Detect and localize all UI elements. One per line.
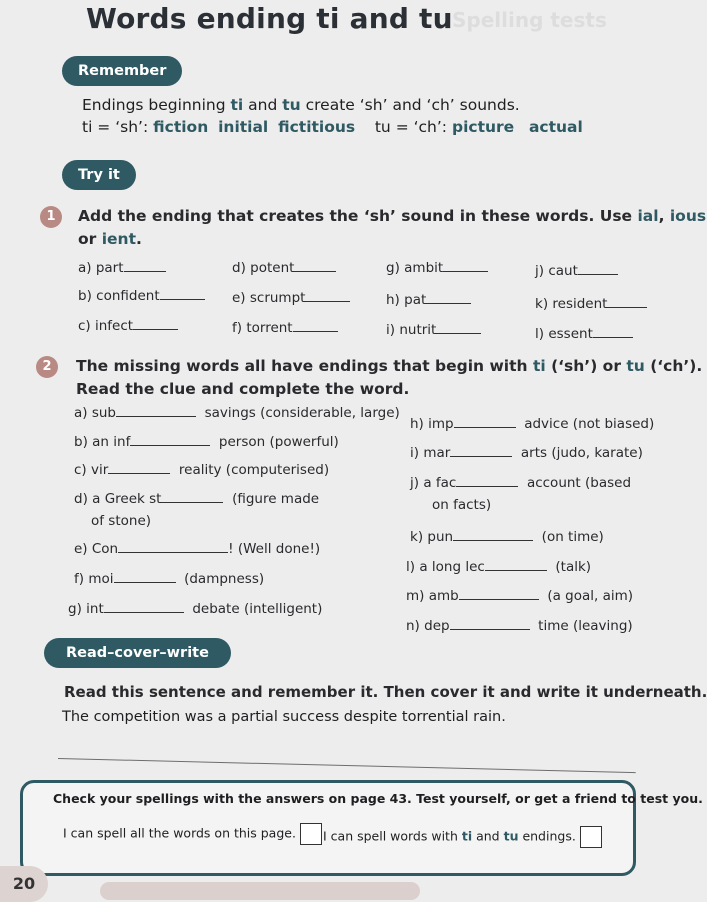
answer-blank[interactable] bbox=[116, 405, 196, 417]
q1-item: i) nutrit bbox=[386, 322, 481, 338]
q2-item: j) a fac account (based bbox=[410, 475, 632, 491]
q2-item: m) amb (a goal, aim) bbox=[406, 588, 634, 604]
rcw-sentence: The competition was a partial success despite torrential rain. bbox=[62, 709, 506, 725]
self-check-1: I can spell all the words on this page. bbox=[63, 823, 322, 845]
ti-rule: ti = ‘sh’: bbox=[82, 118, 149, 136]
q2-item: g) int debate (intelligent) bbox=[68, 601, 323, 617]
remember-label: Remember bbox=[62, 56, 182, 86]
tu-example: picture bbox=[451, 118, 515, 136]
q1-item: g) ambit bbox=[386, 260, 488, 276]
answer-blank[interactable] bbox=[593, 326, 633, 338]
q1-item: b) confident bbox=[78, 288, 205, 304]
answer-blank[interactable] bbox=[436, 322, 481, 334]
self-check-2: I can spell words with ti and tu endings. bbox=[323, 826, 602, 848]
answer-blank[interactable] bbox=[453, 529, 533, 541]
answer-blank[interactable] bbox=[118, 541, 228, 553]
answer-blank[interactable] bbox=[104, 601, 184, 613]
q2-item: b) an inf person (powerful) bbox=[74, 434, 339, 450]
q2-item-continuation: on facts) bbox=[432, 497, 492, 513]
q1-item: d) potent bbox=[232, 260, 336, 276]
tu-rule: tu = ‘ch’: bbox=[374, 118, 448, 136]
footer-decoration bbox=[100, 882, 420, 900]
q1-item: h) pat bbox=[386, 292, 471, 308]
show-through-text: Spelling tests bbox=[452, 8, 607, 32]
self-check-2-checkbox[interactable] bbox=[580, 826, 602, 848]
answer-blank[interactable] bbox=[607, 296, 647, 308]
q1-item: l) essent bbox=[535, 326, 633, 342]
page-title: Words ending ti and tu bbox=[86, 2, 453, 35]
remember-line-2 bbox=[82, 118, 583, 136]
answer-blank[interactable] bbox=[459, 588, 539, 600]
q2-item: l) a long lec (talk) bbox=[406, 559, 592, 575]
check-spellings-box bbox=[20, 780, 703, 876]
answer-blank[interactable] bbox=[294, 260, 336, 272]
answer-blank[interactable] bbox=[114, 571, 176, 583]
answer-blank[interactable] bbox=[133, 318, 178, 330]
question-1-badge: 1 bbox=[40, 206, 62, 228]
q2-item: i) mar arts (judo, karate) bbox=[410, 445, 643, 461]
question-2-badge: 2 bbox=[36, 356, 58, 378]
q2-item: d) a Greek st (figure made bbox=[74, 491, 320, 507]
q2-item: h) imp advice (not biased) bbox=[410, 416, 655, 432]
ti-example: fictitious bbox=[278, 118, 356, 136]
q1-item: j) caut bbox=[535, 263, 618, 279]
q1-item: e) scrumpt bbox=[232, 290, 350, 306]
answer-blank[interactable] bbox=[456, 475, 518, 487]
answer-blank[interactable] bbox=[160, 288, 205, 300]
q2-item: e) Con ! (Well done!) bbox=[74, 541, 321, 557]
answer-blank[interactable] bbox=[161, 491, 223, 503]
answer-blank[interactable] bbox=[443, 260, 488, 272]
answer-blank[interactable] bbox=[108, 462, 170, 474]
answer-blank[interactable] bbox=[450, 618, 530, 630]
q2-item: a) sub savings (considerable, large) bbox=[74, 405, 400, 421]
self-check-1-checkbox[interactable] bbox=[300, 823, 322, 845]
read-cover-write-label: Read–cover–write bbox=[44, 638, 231, 668]
q2-item: c) vir reality (computerised) bbox=[74, 462, 330, 478]
q2-item: f) moi (dampness) bbox=[74, 571, 265, 587]
q1-item: a) part bbox=[78, 260, 166, 276]
q1-item: c) infect bbox=[78, 318, 178, 334]
ti-example: initial bbox=[218, 118, 269, 136]
answer-blank[interactable] bbox=[124, 260, 166, 272]
q1-item: k) resident bbox=[535, 296, 647, 312]
rcw-instruction: Read this sentence and remember it. Then cover it and write it underneath. bbox=[64, 683, 707, 701]
check-instruction: Check your spellings with the answers on page 43. Test yourself, or get a friend to test you. bbox=[53, 791, 703, 806]
remember-line-1: Endings beginning ti and tu create ‘sh’ and ‘ch’ sounds. bbox=[82, 96, 520, 114]
q2-item: k) pun (on time) bbox=[410, 529, 604, 545]
q2-item-continuation: of stone) bbox=[91, 513, 152, 529]
q2-item: n) dep time (leaving) bbox=[406, 618, 633, 634]
q1-item: f) torrent bbox=[232, 320, 338, 336]
question-1-instruction: Add the ending that creates the ‘sh’ sound in these words. Use ial, ious bbox=[78, 207, 707, 225]
answer-blank[interactable] bbox=[485, 559, 547, 571]
answer-blank[interactable] bbox=[450, 445, 512, 457]
answer-blank[interactable] bbox=[426, 292, 471, 304]
question-1-instruction-2: or ient. bbox=[78, 230, 142, 248]
page-number: 20 bbox=[0, 866, 48, 902]
ti-example: fiction bbox=[153, 118, 209, 136]
tu-example: actual bbox=[528, 118, 583, 136]
answer-blank[interactable] bbox=[293, 320, 338, 332]
answer-blank[interactable] bbox=[578, 263, 618, 275]
writing-line[interactable] bbox=[58, 758, 636, 773]
answer-blank[interactable] bbox=[130, 434, 210, 446]
try-it-label: Try it bbox=[62, 160, 136, 190]
answer-blank[interactable] bbox=[454, 416, 516, 428]
question-2-instruction: The missing words all have endings that begin with ti (‘sh’) or tu (‘ch’). bbox=[76, 357, 703, 375]
answer-blank[interactable] bbox=[305, 290, 350, 302]
question-2-instruction-2: Read the clue and complete the word. bbox=[76, 380, 410, 398]
